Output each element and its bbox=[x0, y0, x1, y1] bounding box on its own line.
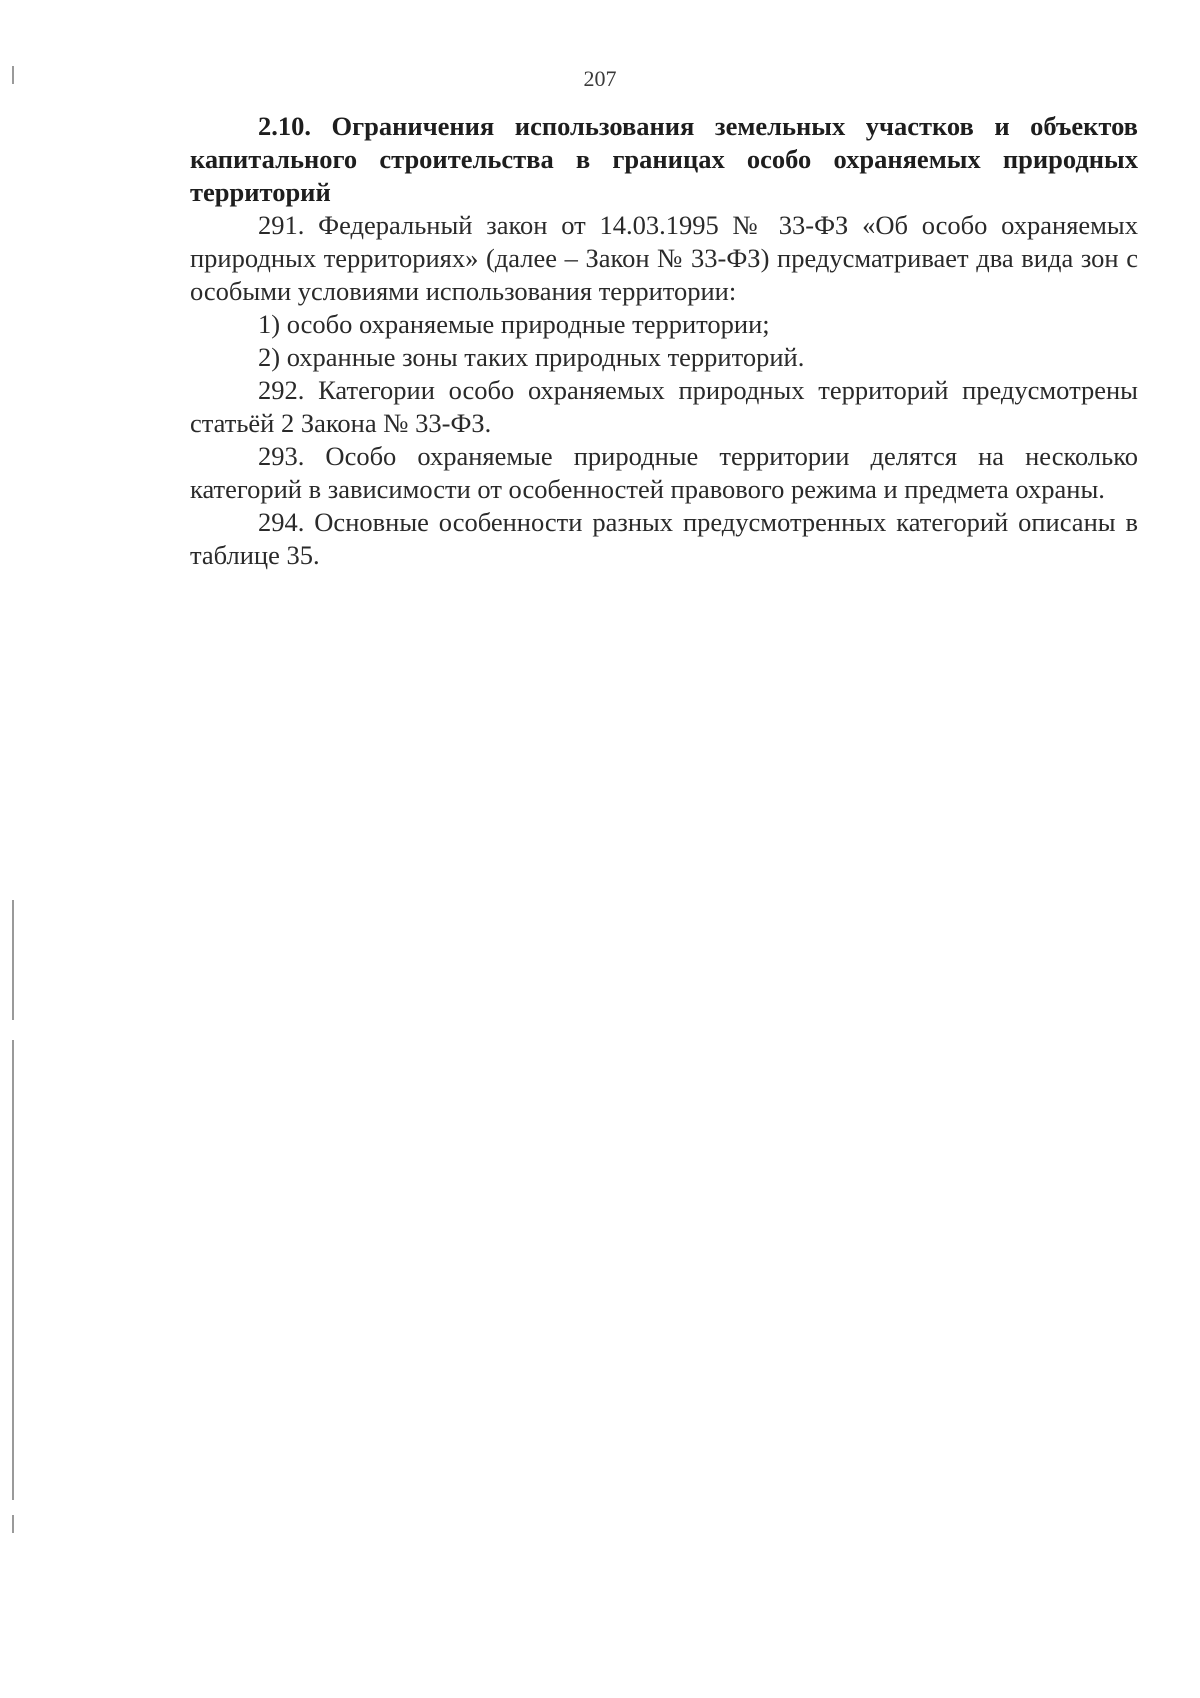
page-number: 207 bbox=[583, 66, 617, 91]
section-heading: 2.10. Ограничения использования земельных участков и объектов капитального строительства в границах особо охраняемых природных территорий bbox=[190, 111, 1138, 207]
paragraph-291: 291. Федеральный закон от 14.03.1995 № 33-ФЗ «Об особо охраняемых природных территориях» (далее – Закон № 33-ФЗ) предусматривает два вида зон с особыми условиями использования территории: bbox=[190, 210, 1138, 306]
scan-edge-mark bbox=[12, 1515, 14, 1533]
scan-edge-mark bbox=[12, 1040, 14, 1500]
paragraph-294: 294. Основные особенности разных предусмотренных категорий описаны в таблице 35. bbox=[190, 507, 1138, 570]
list-item: 1) особо охраняемые природные территории; bbox=[258, 309, 770, 339]
scan-edge-mark bbox=[12, 900, 14, 1020]
paragraph-293: 293. Особо охраняемые природные территории делятся на несколько категорий в зависимости от особенностей правового режима и предмета охраны. bbox=[190, 441, 1138, 504]
paragraph-292: 292. Категории особо охраняемых природных территорий предусмотрены статьёй 2 Закона № 33-ФЗ. bbox=[190, 375, 1138, 438]
document-body bbox=[190, 110, 1138, 572]
list-item: 2) охранные зоны таких природных территорий. bbox=[258, 342, 805, 372]
